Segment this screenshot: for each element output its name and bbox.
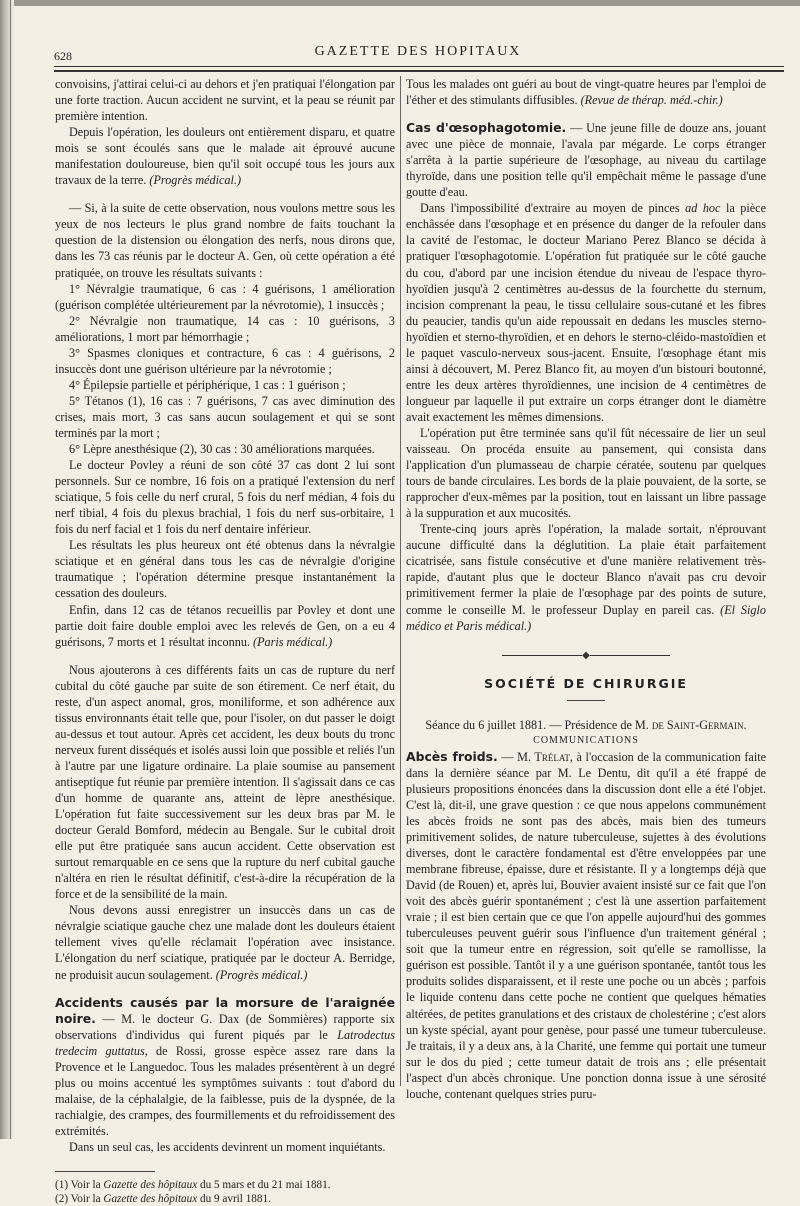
paragraph: Les résultats les plus heureux ont été obtenus dans la névralgie sciatique et en général dans tous les cas de névralgie d'origine traumatique ; l'opération détermine presque instantanément la cessation des douleurs. <box>55 538 395 601</box>
text: (2) Voir la <box>55 1193 104 1206</box>
journal-ref: Gazette des hôpitaux <box>103 1193 198 1206</box>
paragraph <box>55 602 395 650</box>
footnote <box>55 1178 395 1192</box>
list-item: 1° Névralgie traumatique, 6 cas : 4 guérisons, 1 amélioration (guérison complétée ultérieurement par la névrotomie), 1 insuccès ; <box>55 281 395 312</box>
text: — M. le docteur G. Dax (de Sommières) rapporte six observations d'individus qui furent piqués par le <box>55 1011 395 1042</box>
text: Trente-cinq jours après l'opération, la malade sortait, n'éprouvant aucune difficulté dans la déglutition. La plaie était parfaitement cicatrisée, sans fistule consécutive et d'une manière relativement très-rapide, d'autant plus que le docteur Blanco n'avait pas cru devoir primitivement fermer la plaie de l'œsophage par des points de suture, comme le conseille M. le professeur Duplay en pareil cas. <box>406 522 766 617</box>
text: du 5 mars et du 21 mai 1881. <box>197 1179 331 1192</box>
journal-title: GAZETTE DES HOPITAUX <box>314 44 522 59</box>
top-scan-edge <box>0 0 800 6</box>
president-name: de Saint-Germain. <box>651 717 747 732</box>
source-citation: (El Siglo médico et Paris médical.) <box>406 602 766 633</box>
species-name: Latrodectus tredecim guttatus, <box>55 1027 395 1058</box>
text: — Une jeune fille de douze ans, jouant avec une pièce de monnaie, l'avala par mégarde. Le corps étranger s'arrêta à la partie supérieure de l'œsophage, au niveau du cartilage thyroïde, dans une position telle qu'il empêchait même le passage d'une goutte d'eau. <box>406 121 767 200</box>
list-item: 5° Tétanos (1), 16 cas : 7 guérisons, 7 cas avec diminution des crises, mais mort, 3 cas sans aucun soulagement et qui se sont terminés par la mort ; <box>55 393 395 440</box>
latin-term: ad hoc <box>685 201 721 216</box>
paragraph: Le docteur Povley a réuni de son côté 37 cas dont 2 lui sont personnels. Sur ce nombre, 16 fois on a pratiqué l'extension du nerf sciatique, 5 fois celle du nerf crural, 5 fois du nerf médian, 4 fois du nerf tibial, 4 fois du plexus brachial, 1 fois du nerf sus-orbitaire, 1 fois du nerf facial et 1 fois du nerf dentaire inférieur. <box>55 458 395 537</box>
text: de Rossi, grosse espèce assez rare dans la Provence et le Languedoc. Tous les malades présentèrent à un degré plus ou moins accentué les symptômes suivants : tout d'abord du malaise, de la céphalalgie, de la faiblesse, puis de la dyspnée, de la rachialgie, des crampes, des fourmillements et du refroidissement des extrémités. <box>55 1043 395 1138</box>
column-divider <box>400 76 401 1086</box>
footnote <box>55 1192 395 1206</box>
list-item: 3° Spasmes cloniques et contracture, 6 cas : 4 guérisons, 2 insuccès dont une guérison ultérieure par la névrotomie ; <box>55 345 395 376</box>
text: — <box>497 749 518 764</box>
speaker-name: M. Trélat, <box>517 749 573 764</box>
text: Nous devons aussi enregistrer un insuccès dans un cas de névralgie sciatique gauche chez une malade dont les douleurs étaient tellement vives qu'elle réclamait l'opération avec insistance. L'élongation du nerf sciatique, pratiquée par le docteur A. Berridge, ne produisit aucun soulagement. <box>55 903 395 982</box>
paragraph: convoisins, j'attirai celui-ci au dehors et j'en pratiquai l'élongation par une forte traction. Aucun accident ne survint, et la peau se réunit par première intention. <box>55 77 395 124</box>
text: du 9 avril 1881. <box>197 1193 271 1206</box>
text: la pièce enchâssée dans l'œsophage et en présence du danger de la refouler dans la cavité de l'estomac, le docteur Mariano Perez Blanco se décida à pratiquer l'œsophagotomie. L'opération fut pratiquée sur le côté gauche du cou, d'abord par une incision étendue du niveau de l'espace thyro-hyoïdien jusqu'à 2 centimètres au-dessus de la fourchette du sternum, incision comprenant la peau, le tissu cellulaire sous-cutané et les fibres du peaucier, tandis qu'un aide repoussait en dedans les muscles sterno-hyoïdien et sterno-thyroïdien, et en dehors le sterno-cléido-mastoïdien et le paquet vasculo-nerveux sous-jacent. Ensuite, l'œsophage étant mis ainsi à découvert, M. Perez Blanco fit, au moyen d'un bistouri boutonné, entre les deux artères thyroïdiennes, une incision de 4 centimètres de longueur par laquelle il put extraire un corps étranger dont le diamètre avait exactement les mêmes dimensions. <box>406 201 766 424</box>
paragraph <box>55 124 395 188</box>
right-column <box>406 76 766 1102</box>
source-citation: (Progrès médical.) <box>149 173 242 188</box>
paragraph <box>406 76 766 108</box>
source-citation: (Progrès médical.) <box>215 967 308 982</box>
short-rule <box>567 700 605 701</box>
paragraph: Dans un seul cas, les accidents devinrent un moment inquiétants. <box>69 1140 386 1154</box>
journal-ref: Gazette des hôpitaux <box>103 1179 198 1192</box>
paragraph: Nous ajouterons à ces différents faits un cas de rupture du nerf cubital du côté gauche par suite de son étirement. Ce nerf était, du reste, d'un aspect anomal, gros, moniliforme, et son adhérence aux tissus environnants était telle que, pour l'isoler, on dut passer le doigt au-dessus et tout autour. Après cet accident, les deux bouts du tronc nerveux furent disséqués et isolés aussi loin que possible et reliés l'un à l'autre par une ligature ordinaire. La plaie soumise au pansement antiseptique fut réunie par première intention. Il s'agissait dans ce cas d'un homme de quarante ans, atteint de lèpre anesthésique. L'opération fut faite successivement sur les deux bras par M. le docteur Gerald Bomford, médecin au Bengale. Sur le cubital droit elle put être pratiquée sans aucun accident. Cette observation est surtout remarquable en ce sens que la rupture du nerf cubital gauche n'altéra en rien le résultat définitif, c'est-à-dire la récupération de la force et de la sensibilité de la main. <box>55 662 395 902</box>
gutter-line <box>10 0 11 1139</box>
source-citation: (Paris médical.) <box>253 634 333 649</box>
section-ornament: ◆ <box>406 648 766 664</box>
text: Depuis l'opération, les douleurs ont entièrement disparu, et quatre mois se sont écoulés sans que le malade ait éprouvé aucune manifestation douloureuse, bien qu'il soit occupé tous les jours aux travaux de la terre. <box>55 125 395 188</box>
text: Dans l'impossibilité d'extraire au moyen de pinces <box>420 201 686 216</box>
section-heading: Accidents causés par la morsure de l'araignée noire. <box>55 994 395 1026</box>
header-rule-thin <box>54 66 784 67</box>
paragraph <box>406 521 766 633</box>
text: à l'occasion de la communication faite dans la dernière séance par M. Le Dentu, dit qu'il a été frappé de plusieurs propositions énoncées dans la discussion dont elle a été l'objet. C'est là, dit-il, une grave question : ce que nous appelons communément les abcès froids ne sont pas des abcès, mais bien des tumeurs primitivement solides, de nature tuberculeuse, sujettes à des évolutions diverses, dont le caractère fondamental est d'être enveloppées par une membrane fibreuse, épaisse, dure et résistante. Il y a longtemps déjà que David (de Rouen) et, après lui, Bouvier avaient insisté sur ce fait que l'on voit des abcès guérir spontanément ; c'est là une assertion parfaitement vraie ; il est bien certain que ce que l'on appelle aujourd'hui des gommes tuberculeuses peuvent guérir sous l'influence d'un traitement général ; soit que la tumeur entre en régression, soit qu'elle se ramollisse, la guérison est possible. Tantôt il y a une guérison spontanée, tantôt tous les produits solides disparaissent, et il reste une poche ou un abcès ; parfois le liquide contenu dans cette poche ne contient que quelques hématies altérées, de petites granulations et des cristaux de cholestérine ; c'est alors un kyste spécial, ayant pour genèse, pour passé une tumeur tuberculeuse. Je traitais, il y a deux ans, à la Charité, une femme qui portait une tumeur sur le dos du pied ; cette tumeur datait de trois ans ; elle présentait l'aspect d'un abcès chronique. Une ponction donna issue à une sérosité louche, contenant quelques stries puru- <box>406 749 767 1101</box>
list-item: 6° Lèpre anesthésique (2), 30 cas : 30 améliorations marquées. <box>69 442 375 457</box>
page-header <box>48 44 788 64</box>
footnote-rule <box>55 1171 155 1172</box>
source-citation: (Revue de thérap. méd.-chir.) <box>580 93 723 108</box>
text: Enfin, dans 12 cas de tétanos recueillis par Povley et dont une partie doit faire double emploi avec les relevés de Gen, on a eu 4 guérisons, 7 morts et 1 résultat inconnu. <box>55 602 395 649</box>
paragraph: — Si, à la suite de cette observation, nous voulons mettre sous les yeux de nos lecteurs le plus grand nombre de faits touchant la question de la distension ou élongation des nerfs, nous dirons que, dans les 73 cas réunis par le docteur A. Gen, où cette opération a été pratiquée, on trouve les résultats suivants : <box>55 201 395 280</box>
society-heading: SOCIÉTÉ DE CHIRURGIE <box>484 675 688 691</box>
list-item: 2° Névralgie non traumatique, 14 cas : 10 guérisons, 3 améliorations, 1 mort par hémorrhagie ; <box>55 313 395 344</box>
text: Séance du 6 juillet 1881. — Présidence de M. <box>425 717 652 732</box>
page-number: 628 <box>54 49 72 63</box>
paragraph: L'opération put être terminée sans qu'il fût nécessaire de lier un seul vaisseau. On procéda ensuite au pansement, qui consista dans l'application d'un plumasseau de charpie cératée, soutenu par quelques tours de bande circulaires. Les bords de la plaie pouvaient, de la sorte, se rapprocher d'eux-mêmes par la position, tout en laissant un libre passage à la suppuration et aux mucosités. <box>406 425 766 521</box>
communications-label: COMMUNICATIONS <box>533 734 639 746</box>
paragraph <box>55 902 395 982</box>
session-line <box>406 717 766 733</box>
header-rule-thick <box>54 70 784 72</box>
section-heading: Abcès froids. <box>406 748 498 764</box>
text: (1) Voir la <box>55 1179 104 1192</box>
paragraph <box>406 200 766 425</box>
binding-gutter <box>0 0 14 1139</box>
list-item: 4° Épilepsie partielle et périphérique, 1 cas : 1 guérison ; <box>69 377 346 392</box>
left-column <box>55 76 395 1206</box>
text: Tous les malades ont guéri au bout de vingt-quatre heures par l'emploi de l'éther et des stimulants diffusibles. <box>406 77 766 108</box>
section-heading: Cas d'œsophagotomie. <box>406 120 567 136</box>
